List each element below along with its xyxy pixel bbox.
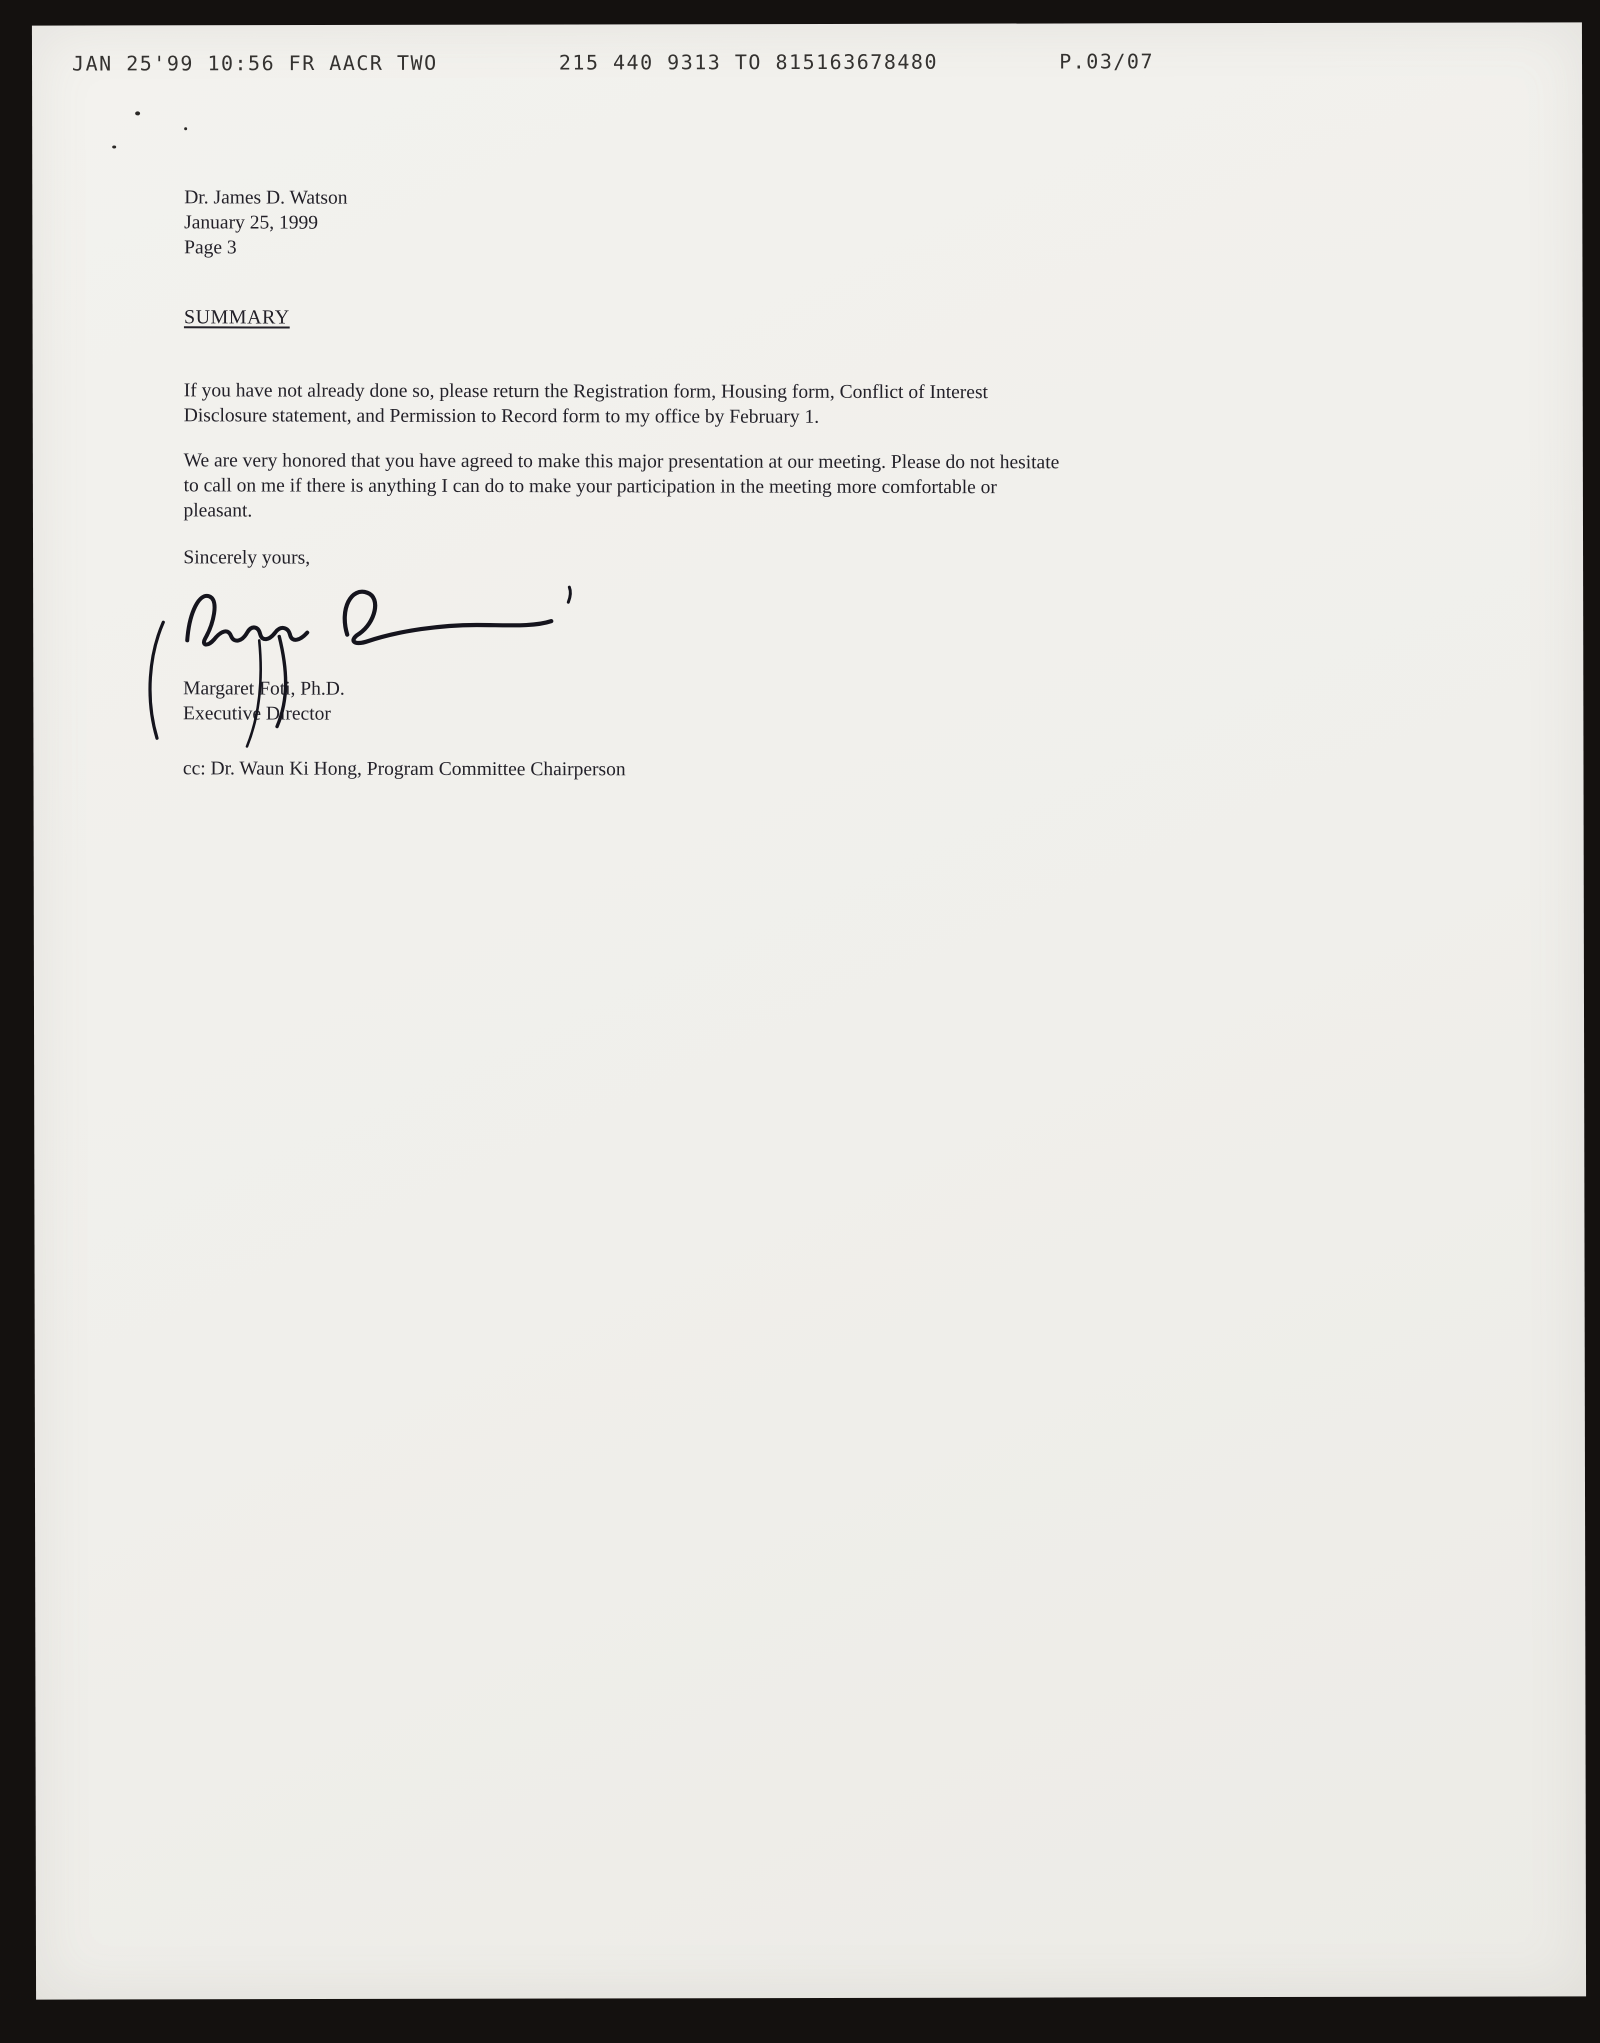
letter-date: January 25, 1999 [184,212,318,234]
signer-name: Margaret Foti, Ph.D. [183,678,345,700]
page-number: Page 3 [184,237,237,259]
letter-address-block [184,185,1084,262]
paragraph-1: If you have not already done so, please return the Registration form, Housing form, Conflict of Interest Disclosure statement, and Permission to Record form to my office by February 1. [183,380,988,428]
fax-header-timestamp: JAN 25'99 10:56 FR AACR TWO [71,50,438,76]
letter-paragraphs [184,378,1066,525]
recipient-name: Dr. James D. Watson [184,187,348,209]
paragraph-2: We are very honored that you have agreed to make this major presentation at our meeting. Please do not hesitate to call on me if there is anything I can do to make your participation in the meeting more comfortable or pleasant. [183,450,1060,522]
scan-speck [112,145,116,148]
paper-sheet [32,22,1586,1999]
fax-header [72,49,1154,75]
scan-speck [184,127,187,130]
summary-heading: SUMMARY [183,306,290,329]
signature-block [183,676,1083,728]
scan-speck [135,111,140,115]
handwritten-signature [183,584,1083,678]
cc-line: cc: Dr. Waun Ki Hong, Program Committee Chairperson [182,758,626,781]
fax-header-numbers: 215 440 9313 TO 815163678480 [558,49,939,75]
letter-body [183,185,1084,783]
closing-line: Sincerely yours, [183,547,311,569]
fax-header-page: P.03/07 [1059,49,1155,74]
signer-title: Executive Director [183,703,331,725]
